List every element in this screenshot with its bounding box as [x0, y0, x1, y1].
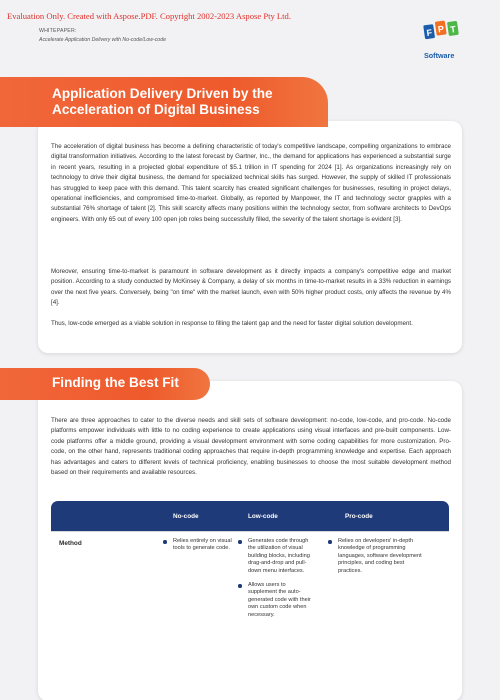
svg-text:F: F: [425, 27, 433, 39]
whitepaper-subtitle: Accelerate Application Delivery with No-code/Low-code: [39, 37, 166, 43]
pro-code-bullet: Relies on developers' in-depth knowledge of programming languages, software development principles, and coding best practices.: [328, 538, 428, 575]
header-low-code: Low-code: [248, 513, 278, 520]
section1-title-line1: Application Delivery Driven by the: [52, 86, 273, 101]
logo-software-text: Software: [424, 51, 455, 60]
whitepaper-label: WHITEPAPER:: [39, 28, 77, 34]
section1-paragraph-2: Moreover, ensuring time-to-market is paramount in software development as it directly impacts a company's competitive edge and market position. According to a study conducted by McKinsey & Company, a delay of six months in time-to-market results in a 33% reduction in earnings over the next five years. Conversely, being "on time" with the market launch, even with 50% higher product costs, only affects the revenue by 4% [4].: [51, 268, 451, 307]
section1-paragraph-1: The acceleration of digital business has become a defining characteristic of today's competitive landscape, compelling organizations to embrace digital transformation initiatives. According to the latest forecast by Gartner, Inc., the demand for applications has experienced a substantial surge in recent years, resulting in a projected global expenditure of $5.1 trillion in IT spending for 2024 [1]. As organizations increasingly rely on technology to drive their digital business, the demand for specialized technical skills has surged. However, the supply of skilled IT professionals has struggled to keep pace with this demand. This talent scarcity has created significant challenges for businesses, resulting in project delays, operational inefficiencies, and compromised time-to-market. Globally, as reported by Manpower, the IT and technology sector grapples with a substantial 76% shortage of talent [2]. This skill scarcity affects many positions within the technology sector, from software architects to DevOps engineers. With only 65 out of every 100 open job roles being successfully filled, the severity of the talent shortage is evident [3].: [51, 143, 451, 223]
comparison-table: [51, 501, 449, 671]
table-row: [51, 531, 449, 671]
no-code-bullet: Relies entirely on visual tools to generate code.: [163, 538, 233, 553]
low-code-bullet-1: Generates code through the utilization of visual building blocks, including drag-and-drop and pull-down menu interfaces.: [238, 538, 313, 575]
section1-title-banner: [0, 77, 328, 127]
section2-title: Finding the Best Fit: [52, 375, 179, 390]
svg-text:P: P: [437, 23, 445, 35]
cell-pro-code: [328, 538, 428, 582]
header-pro-code: Pro-code: [345, 513, 373, 520]
row-label-method: Method: [59, 540, 82, 547]
section1-paragraph-3: Thus, low-code emerged as a viable solution in response to filling the talent gap and the need for faster digital solution development.: [51, 320, 413, 327]
section2-paragraph: There are three approaches to cater to the diverse needs and skill sets of software development: no-code, low-code, and pro-code. No-code platforms empower individuals with little to no coding experience to create applications using visual interfaces and pre-built components. Low-code platforms offer a middle ground, providing a visual development environment with some coding capabilities for more customization. Pro-code, on the other hand, represents traditional coding approaches that require in-depth programming knowledge and expertise. Each approach has advantages and caters to different levels of technical proficiency, enabling businesses to choose the most suitable development method based on their requirements and available resources.: [51, 417, 451, 477]
low-code-bullet-2: Allows users to supplement the auto-generated code with their own custom code when necessary.: [238, 582, 313, 619]
section2-title-banner: [0, 368, 210, 400]
section1-title-line2: Acceleration of Digital Business: [52, 102, 260, 117]
svg-text:T: T: [449, 24, 457, 35]
watermark-text: Evaluation Only. Created with Aspose.PDF. Copyright 2002-2023 Aspose Pty Ltd.: [7, 11, 292, 21]
table-header: [51, 501, 449, 531]
cell-low-code: [238, 538, 313, 626]
row-divider: [51, 531, 449, 532]
cell-no-code: [163, 538, 233, 560]
header-no-code: No-code: [173, 513, 199, 520]
